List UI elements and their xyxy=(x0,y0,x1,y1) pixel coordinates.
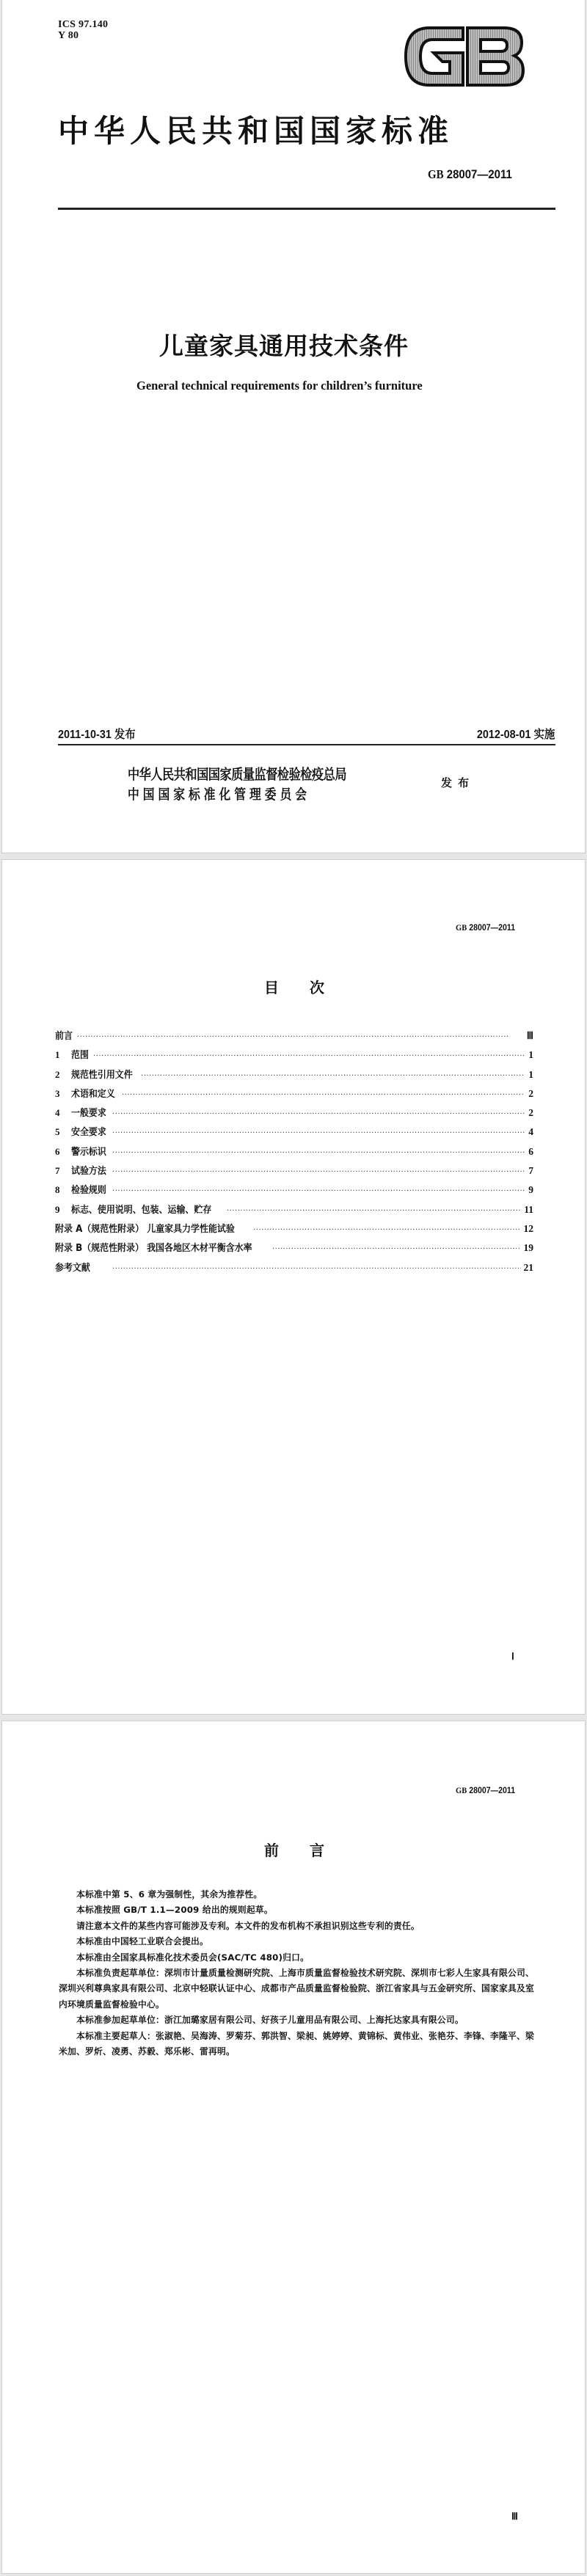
ics-code: ICS 97.140 xyxy=(58,19,109,30)
bottom-divider xyxy=(58,744,555,745)
toc-entry-annex-a[interactable]: 附录 A（规范性附录） 儿童家具力学性能试验 ····· 12 xyxy=(55,1221,533,1240)
leader-dots xyxy=(112,1149,525,1157)
leader-dots xyxy=(141,1072,525,1080)
leader-dots xyxy=(122,1091,525,1099)
toc-entry-scope[interactable]: 1 范围 ····· 1 xyxy=(55,1047,533,1066)
top-divider xyxy=(58,208,555,210)
standard-number: GB 28007—2011 xyxy=(428,167,512,181)
toc-entry-safety-requirements[interactable]: 5 安全要求 ····· 4 xyxy=(55,1124,533,1143)
title-english: General technical requirements for children’s furniture xyxy=(136,379,423,393)
toc-entry-normative-references[interactable]: 2 规范性引用文件 ····· 1 xyxy=(55,1067,533,1086)
title-chinese: 儿童家具通用技术条件 xyxy=(159,332,409,360)
toc-entry-test-methods[interactable]: 7 试验方法 ····· 7 xyxy=(55,1163,533,1182)
preface-body xyxy=(59,1887,534,2059)
leader-dots xyxy=(272,1245,521,1253)
issue-date: 2011-10-31 发布 xyxy=(58,729,136,741)
preface-paragraph: 请注意本文件的某些内容可能涉及专利。本文件的发布机构不承担识别这些专利的责任。 xyxy=(76,1920,420,1931)
toc-entry-terms[interactable]: 3 术语和定义 ····· 2 xyxy=(55,1086,533,1105)
leader-dots xyxy=(112,1110,525,1118)
leader-dots xyxy=(93,1052,525,1060)
leader-dots xyxy=(253,1226,520,1234)
running-header: GB 28007—2011 xyxy=(455,922,515,933)
ccs-code: Y 80 xyxy=(58,30,79,41)
cover-page xyxy=(1,0,586,853)
running-header: GB 28007—2011 xyxy=(455,1785,515,1795)
toc-entry-bibliography[interactable]: 参考文献 ····· 21 xyxy=(55,1260,533,1279)
classification-codes xyxy=(58,19,108,41)
gb-logo-icon xyxy=(404,25,526,88)
leader-dots xyxy=(112,1168,525,1176)
preface-paragraph: 本标准参加起草单位：浙江加璐家居有限公司、好孩子儿童用品有限公司、上海托达家具有限公司。 xyxy=(76,2015,464,2026)
leader-dots xyxy=(227,1207,521,1215)
publisher-aqsiq: 中华人民共和国国家质量监督检验检疫总局 xyxy=(128,766,347,783)
national-standard-heading: 中华人民共和国国家标准 xyxy=(58,113,454,149)
toc-list xyxy=(55,1028,533,1279)
toc-title: 目次 xyxy=(264,979,355,996)
preface-paragraph: 本标准由全国家具标准化技术委员会(SAC/TC 480)归口。 xyxy=(76,1952,310,1963)
preface-paragraph: 本标准按照 GB/T 1.1—2009 给出的规则起草。 xyxy=(76,1905,273,1916)
toc-entry-preface[interactable]: 前言 ····· Ⅲ xyxy=(55,1028,533,1047)
implement-date: 2012-08-01 实施 xyxy=(476,729,555,741)
preface-title: 前言 xyxy=(264,1842,355,1859)
leader-dots xyxy=(112,1187,525,1195)
page-number: Ⅲ xyxy=(511,2511,518,2522)
leader-dots xyxy=(112,1265,520,1273)
toc-entry-annex-b[interactable]: 附录 B（规范性附录） 我国各地区木材平衡含水率 ····· 19 xyxy=(55,1240,533,1259)
preface-paragraph: 本标准负责起草单位：深圳市计量质量检测研究院、上海市质量监督检验技术研究院、深圳市七彩人生家具有限公司、深圳兴利尊典家具有限公司、北京中轻联认证中心、成都市产品质量监督检验院、浙江省家具与五金研究所、国家家具及室内环境质量监督检验中心。 xyxy=(59,1968,534,2010)
preface-paragraph: 本标准由中国轻工业联合会提出。 xyxy=(76,1936,208,1947)
leader-dots xyxy=(112,1129,525,1137)
toc-entry-general-requirements[interactable]: 4 一般要求 ····· 2 xyxy=(55,1105,533,1124)
toc-entry-inspection-rules[interactable]: 8 检验规则 ····· 9 xyxy=(55,1182,533,1201)
leader-dots xyxy=(77,1033,524,1041)
toc-entry-warning-labels[interactable]: 6 警示标识 ····· 6 xyxy=(55,1144,533,1163)
publisher-sac: 中国国家标准化管理委员会 xyxy=(128,787,311,803)
toc-entry-marking-packaging[interactable]: 9 标志、使用说明、包装、运输、贮存 ····· 11 xyxy=(55,1202,533,1221)
page-number: Ⅰ xyxy=(511,1651,514,1662)
preface-paragraph: 本标准主要起草人：张淑艳、吴海涛、罗菊芬、郭洪智、梁昶、姚婷婷、黄锦标、黄伟业、张艳芬、李锋、李隆平、梁米加、罗炘、凌勇、苏毅、郑乐彬、雷再明。 xyxy=(59,2030,534,2057)
preface-page xyxy=(1,1721,586,2574)
publish-label: 发布 xyxy=(441,776,475,789)
preface-paragraph: 本标准中第 5、6 章为强制性，其余为推荐性。 xyxy=(76,1889,263,1900)
toc-page xyxy=(1,859,586,1715)
